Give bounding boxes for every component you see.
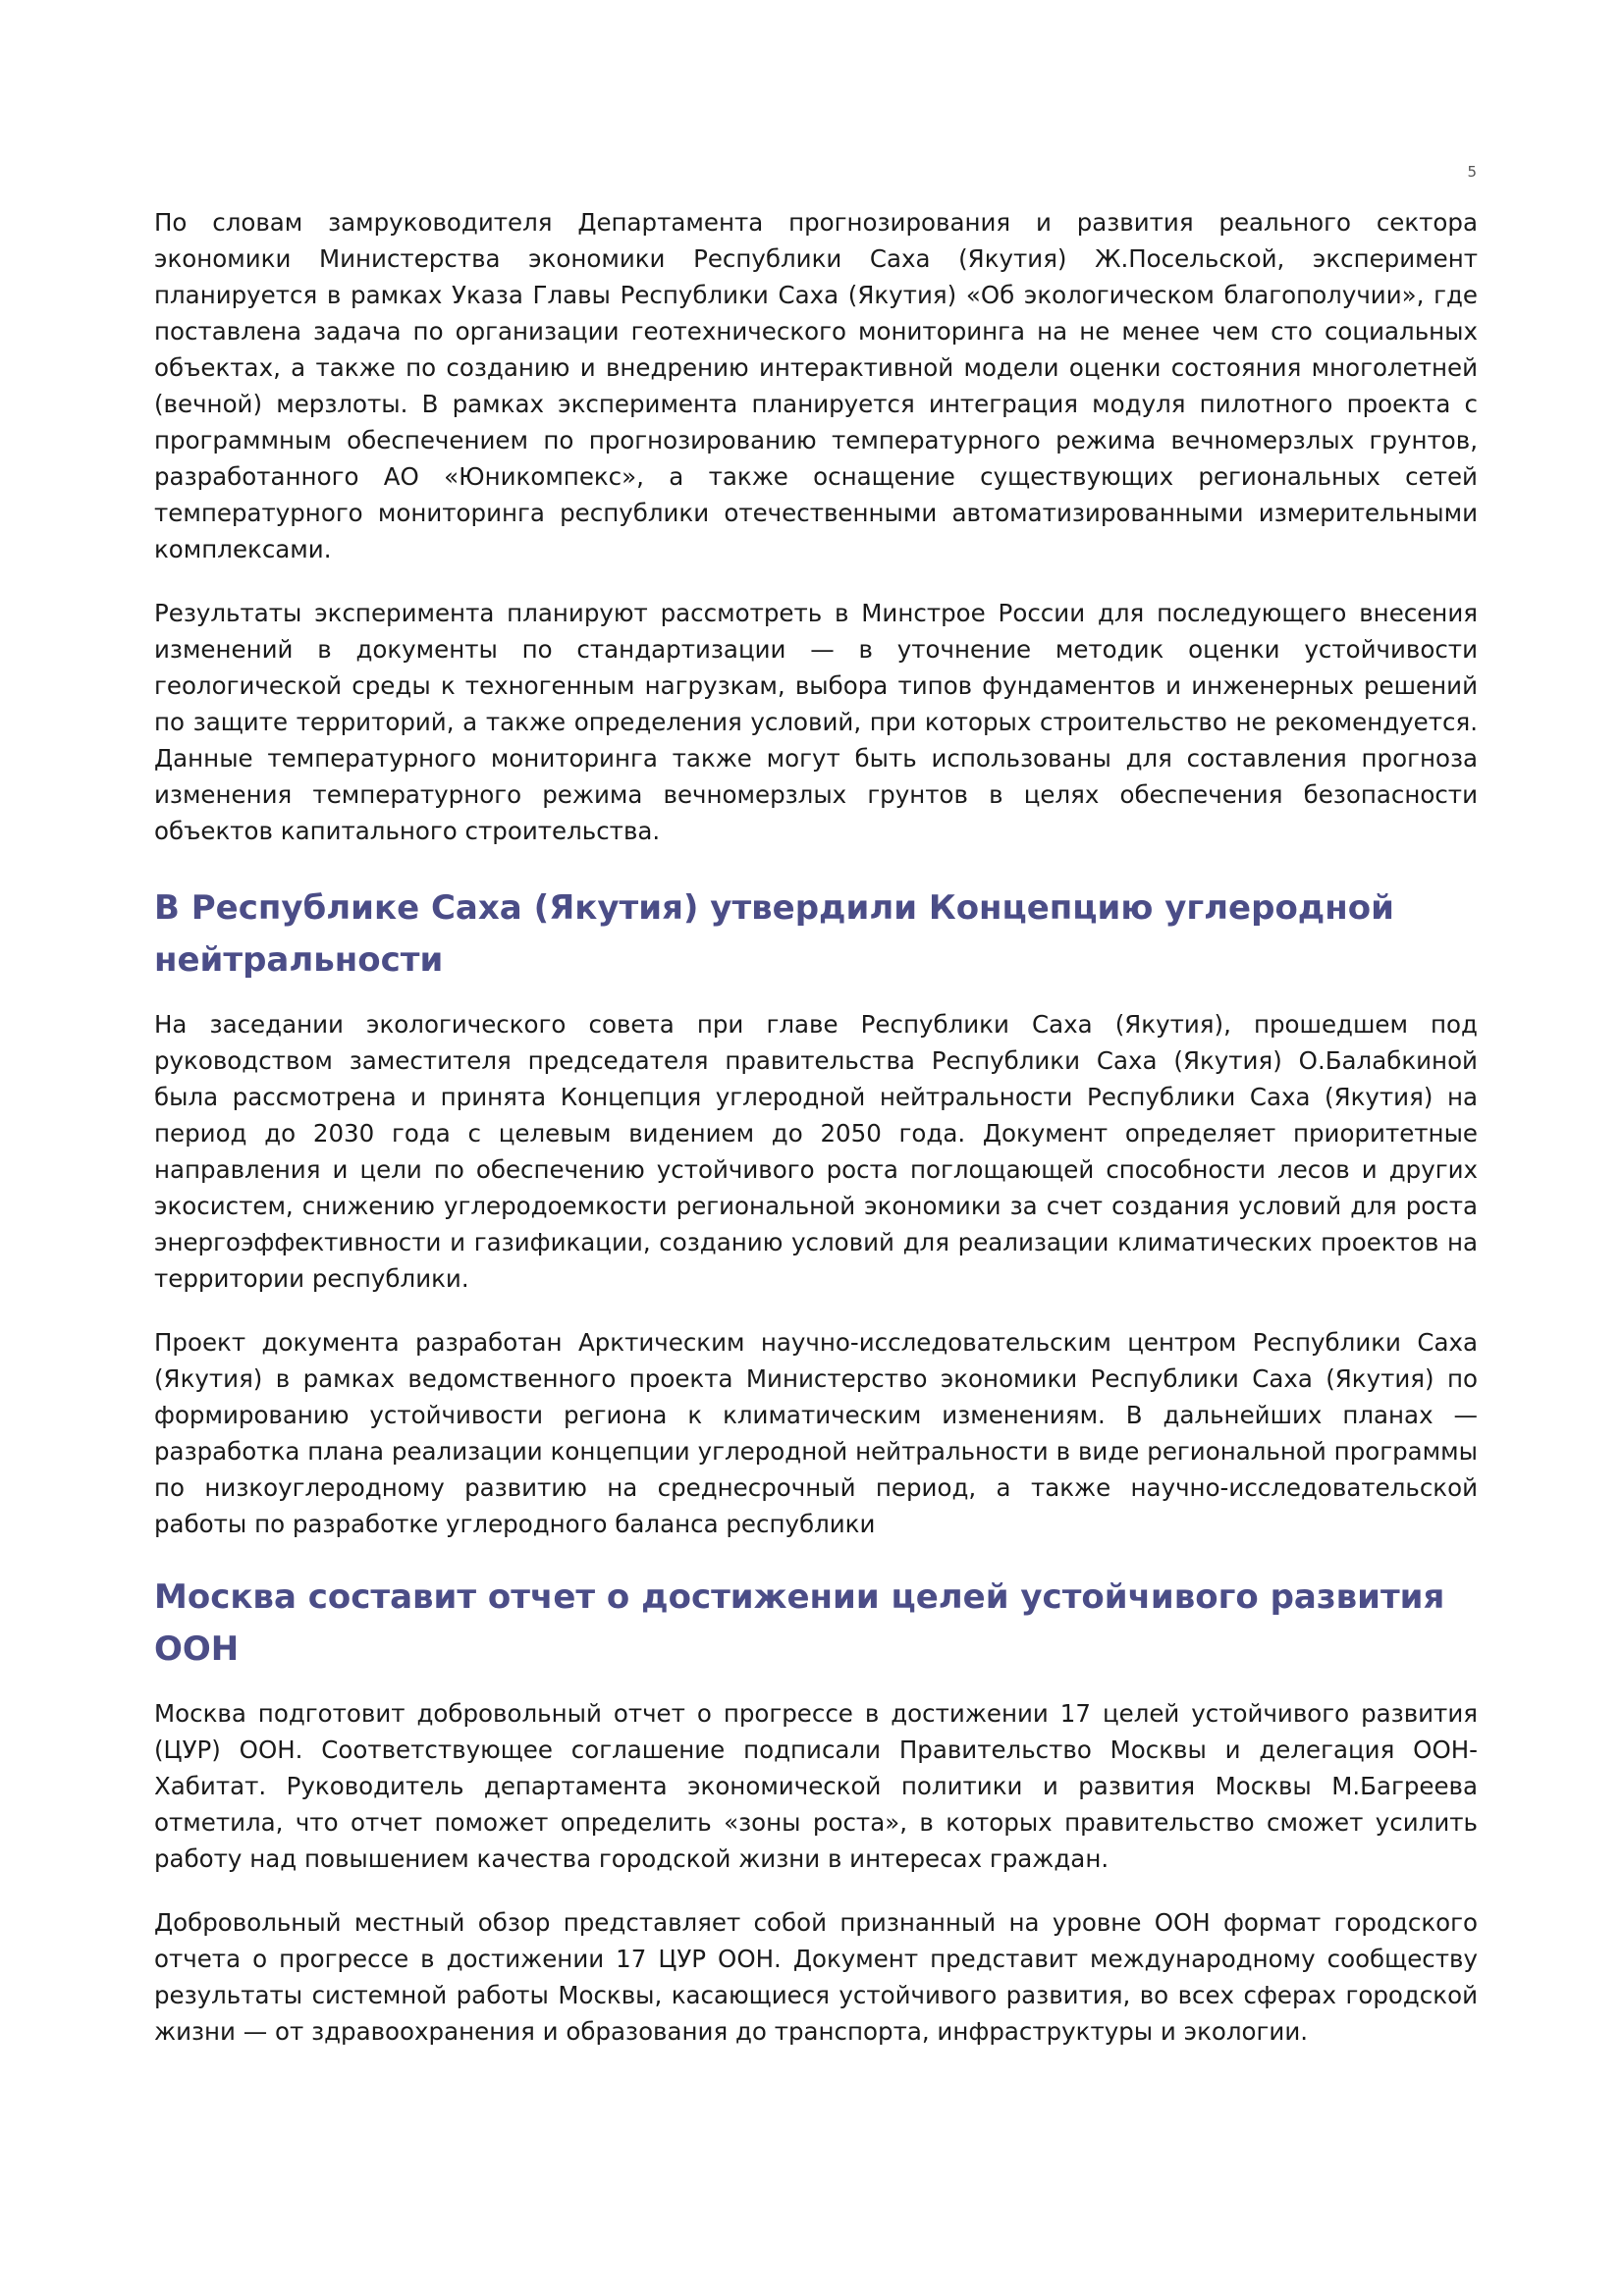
heading-moscow-sdg-report: Москва составит отчет о достижении целей устойчивого развития ООН	[154, 1577, 1445, 1669]
paragraph-yakutia-concept: На заседании экологического совета при главе Республики Саха (Якутия), прошедшем под руководством заместителя председателя правительства Республики Саха (Якутия) О.Балабкиной была рассмотрена и принята Концепция углеродной нейтральности Республики Саха (Якутия) на период до 2030 года с целевым видением до 2050 года. Документ определяет приоритетные направления и цели по обеспечению устойчивого роста поглощающей способности лесов и других экосистем, снижению углеродоемкости региональной экономики за счет создания условий для роста энергоэффективности и газификации, созданию условий для реализации климатических проектов на территории республики.	[154, 1010, 1478, 1293]
paragraph-experiment-results: Результаты эксперимента планируют рассмотреть в Минстрое России для последующего внесения изменений в документы по стандартизации — в уточнение методик оценки устойчивости геологической среды к техногенным нагрузкам, выбора типов фундаментов и инженерных решений по защите территорий, а также определения условий, при которых строительство не рекомендуется. Данные температурного мониторинга также могут быть использованы для составления прогноза изменения температурного режима вечномерзлых грунтов в целях обеспечения безопасности объектов капитального строительства.	[154, 599, 1478, 845]
page-number: 5	[1467, 163, 1477, 181]
paragraph-experiment-plan: По словам замруководителя Департамента прогнозирования и развития реального сектора экономики Министерства экономики Республики Саха (Якутия) Ж.Посельской, эксперимент планируется в рамках Указа Главы Республики Саха (Якутия) «Об экологическом благополучии», где поставлена задача по организации геотехнического мониторинга на не менее чем сто социальных объектах, а также по созданию и внедрению интерактивной модели оценки состояния многолетней (вечной) мерзлоты. В рамках эксперимента планируется интеграция модуля пилотного проекта с программным обеспечением по прогнозированию температурного режима вечномерзлых грунтов, разработанного АО «Юникомпекс», а также оснащение существующих региональных сетей температурного мониторинга республики отечественными автоматизированными измерительными комплексами.	[154, 208, 1478, 563]
paragraph-moscow-report: Москва подготовит добровольный отчет о прогрессе в достижении 17 целей устойчивого развития (ЦУР) ООН. Соответствующее соглашение подписали Правительство Москвы и делегация ООН-Хабитат. Руководитель департамента экономической политики и развития Москвы М.Багреева отметила, что отчет поможет определить «зоны роста», в которых правительство сможет усилить работу над повышением качества городской жизни в интересах граждан.	[154, 1699, 1478, 1873]
paragraph-moscow-review: Добровольный местный обзор представляет собой признанный на уровне ООН формат городского отчета о прогрессе в достижении 17 ЦУР ООН. Документ представит международному сообществу результаты системной работы Москвы, касающиеся устойчивого развития, во всех сферах городской жизни — от здравоохранения и образования до транспорта, инфраструктуры и экологии.	[154, 1908, 1478, 2046]
paragraph-yakutia-project: Проект документа разработан Арктическим научно-исследовательским центром Республики Саха (Якутия) в рамках ведомственного проекта Министерство экономики Республики Саха (Якутия) по формированию устойчивости региона к климатическим изменениям. В дальнейших планах — разработка плана реализации концепции углеродной нейтральности в виде региональной программы по низкоуглеродному развитию на среднесрочный период, а также научно-исследовательской работы по разработке углеродного баланса республики	[154, 1328, 1478, 1538]
document-body	[154, 204, 1478, 2050]
heading-yakutia-carbon-neutrality: В Республике Саха (Якутия) утвердили Концепцию углеродной нейтральности	[154, 888, 1394, 980]
